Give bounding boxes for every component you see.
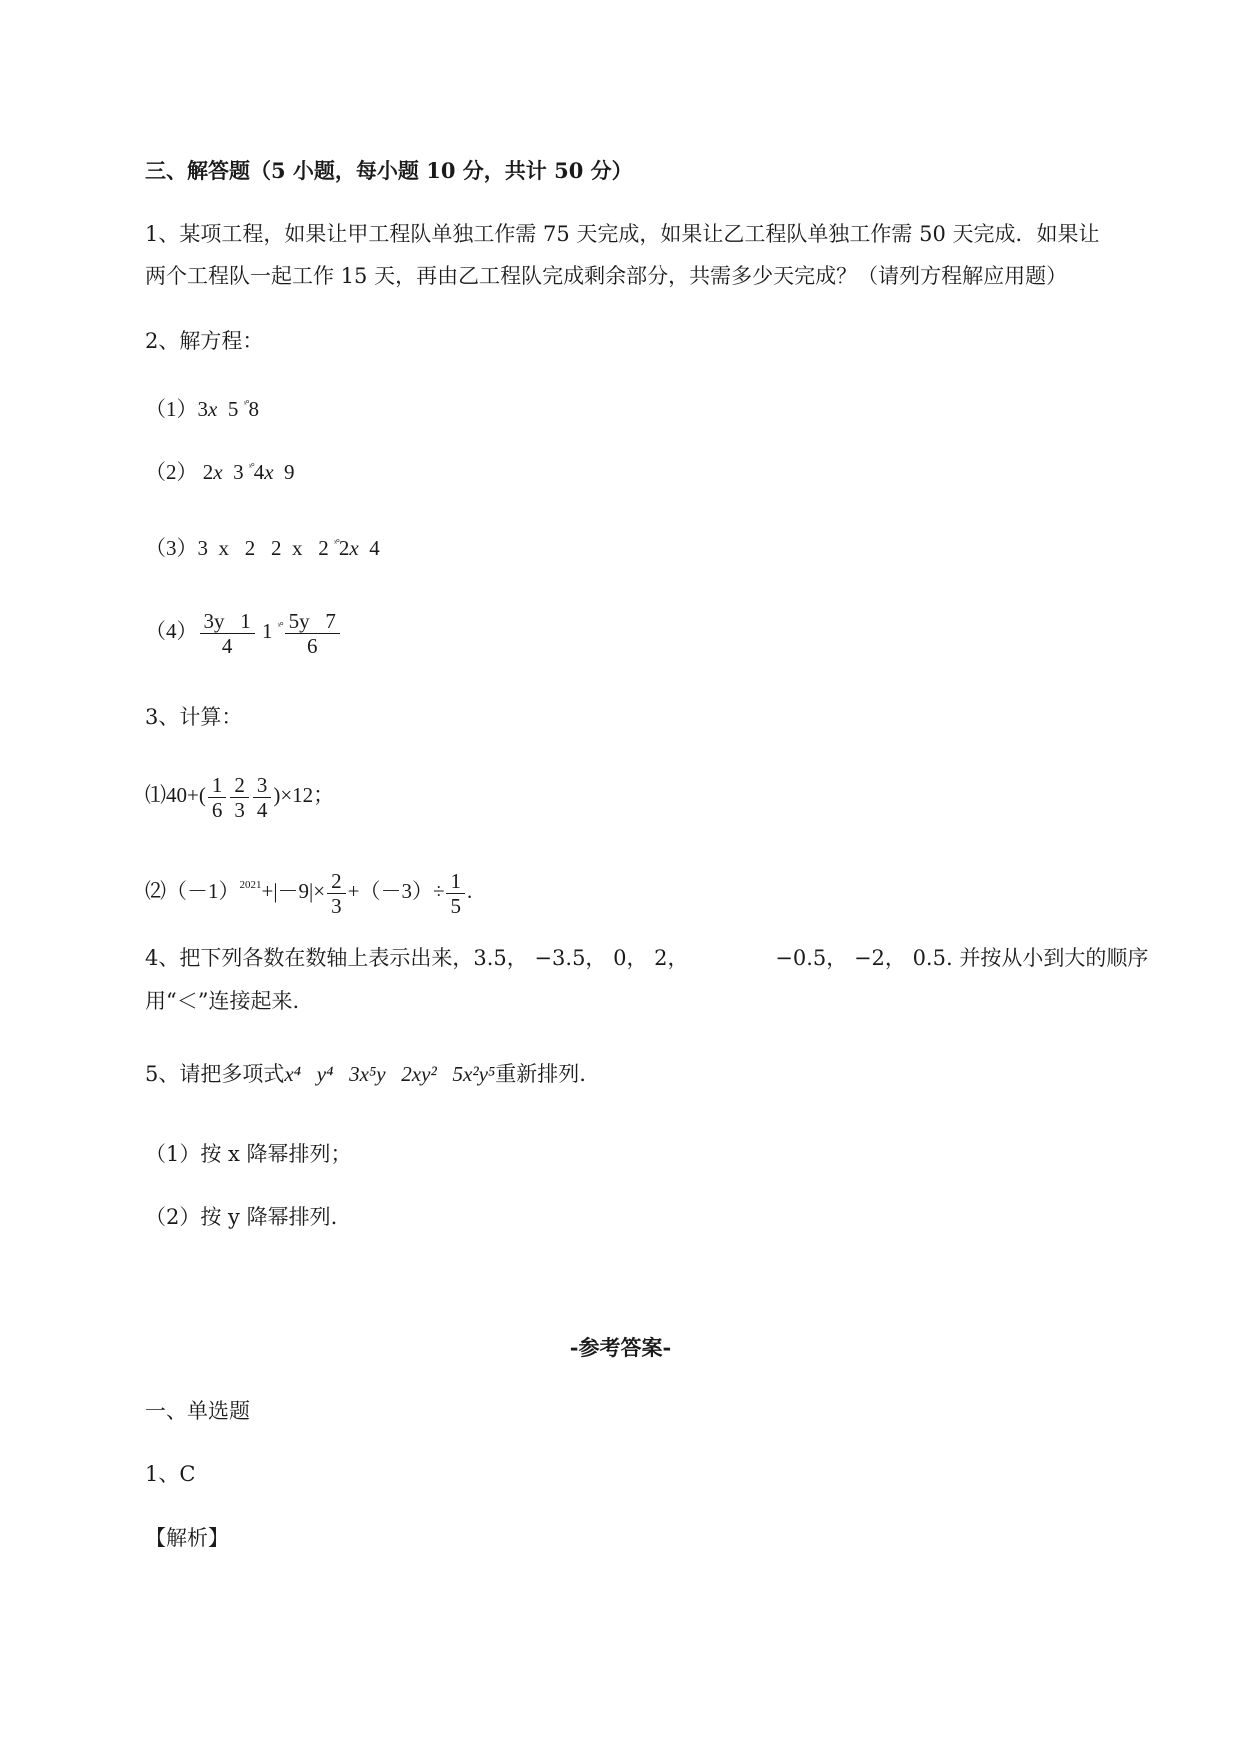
equation-4 (145, 602, 342, 658)
variable: x (349, 536, 359, 560)
numerator: 3 (253, 773, 272, 798)
term: 40+( (166, 783, 206, 807)
question-5-sub-2: （2）按 y 降幂排列. (145, 1205, 338, 1229)
numerator: 2 (230, 773, 249, 798)
denominator: 3 (331, 893, 342, 918)
denominator: 3 (234, 797, 245, 822)
term: +|－9|× (261, 879, 326, 903)
calc-label: ⑵ (145, 879, 166, 903)
denominator: 5 (450, 893, 461, 918)
calc-label: ⑴ (145, 783, 166, 807)
term: . (466, 879, 473, 903)
calc-2 (145, 860, 472, 918)
term: 2 (338, 536, 350, 560)
question-4-line-1: 4、把下列各数在数轴上表示出来，3.5， −3.5， 0， 2， −0.5， −2， 0.5. 并按从小到大的顺序 (145, 946, 1149, 970)
answer-1: 1、C (145, 1462, 196, 1486)
equation-label: （2） (145, 460, 198, 484)
numerator: 2 (327, 869, 346, 894)
denominator: 6 (307, 633, 318, 658)
fraction (208, 773, 227, 822)
term: 1 (256, 619, 278, 643)
question-5-sub-1: （1）按 x 降幂排列； (145, 1142, 352, 1166)
answers-title: -参考答案- (569, 1335, 672, 1360)
numerator: 1 (208, 773, 227, 798)
variable: x (264, 460, 274, 484)
question-5-prefix: 5、请把多项式 (145, 1062, 285, 1086)
question-2-title: 2、解方程： (145, 329, 264, 353)
coef: 3 (197, 397, 208, 421)
equation-1 (145, 391, 259, 423)
question-1-line-1: 1、某项工程，如果让甲工程队单独工作需 75 天完成，如果让乙工程队单独工作需 50 天完成．如果让 (145, 222, 1100, 246)
denominator: 4 (256, 797, 268, 822)
exponent: 2021 (239, 879, 262, 891)
term: +（－3）÷ (347, 879, 445, 903)
numerator: 3y 1 (200, 609, 255, 634)
term: )×12； (273, 783, 335, 807)
fraction (327, 869, 346, 918)
equation-label: （1） (145, 397, 198, 421)
numerator: 5y 7 (285, 609, 340, 634)
term: 8 (248, 397, 259, 421)
term: （－1） (166, 879, 240, 903)
denominator: 4 (221, 633, 233, 658)
term: 4 (253, 460, 265, 484)
term: 5 (217, 397, 244, 421)
fraction (230, 773, 249, 822)
variable: x (213, 460, 223, 484)
question-3-title: 3、计算： (145, 705, 243, 729)
term: 3 x 2 2 x 2 (197, 536, 334, 560)
variable: x (208, 397, 218, 421)
term: 4 (358, 536, 380, 560)
question-4-line-2: 用“＜”连接起来. (145, 989, 300, 1013)
equals-glyph: ˣ° (243, 399, 249, 410)
question-5-suffix: 重新排列. (495, 1062, 586, 1086)
answers-section-1: 一、单选题 (145, 1399, 250, 1423)
calc-1 (145, 770, 334, 822)
fraction (253, 773, 272, 822)
fraction (285, 609, 340, 658)
question-1-line-2: 两个工程队一起工作 15 天，再由乙工程队完成剩余部分，共需多少天完成？（请列方程解应用题） (145, 264, 1068, 288)
fraction (200, 609, 255, 658)
equals-glyph: ˣ° (277, 621, 283, 632)
equals-glyph: ˣ° (334, 538, 339, 549)
equals-glyph: ˣ° (248, 462, 254, 473)
denominator: 6 (211, 797, 223, 822)
section-heading: 三、解答题（5 小题，每小题 10 分，共计 50 分） (145, 158, 633, 183)
fraction (446, 869, 465, 918)
equation-3 (145, 530, 380, 562)
equation-label: （3） (145, 536, 198, 560)
numerator: 1 (446, 869, 465, 894)
coef: 2 (197, 460, 214, 484)
question-5 (145, 1060, 586, 1088)
equation-2 (145, 454, 295, 486)
term: 9 (273, 460, 295, 484)
equation-label: （4） (145, 619, 198, 643)
polynomial: x⁴ y⁴ 3x⁵y 2xy² 5x²y⁵ (284, 1062, 496, 1086)
analysis-label: 【解析】 (145, 1526, 229, 1550)
term: 3 (222, 460, 249, 484)
